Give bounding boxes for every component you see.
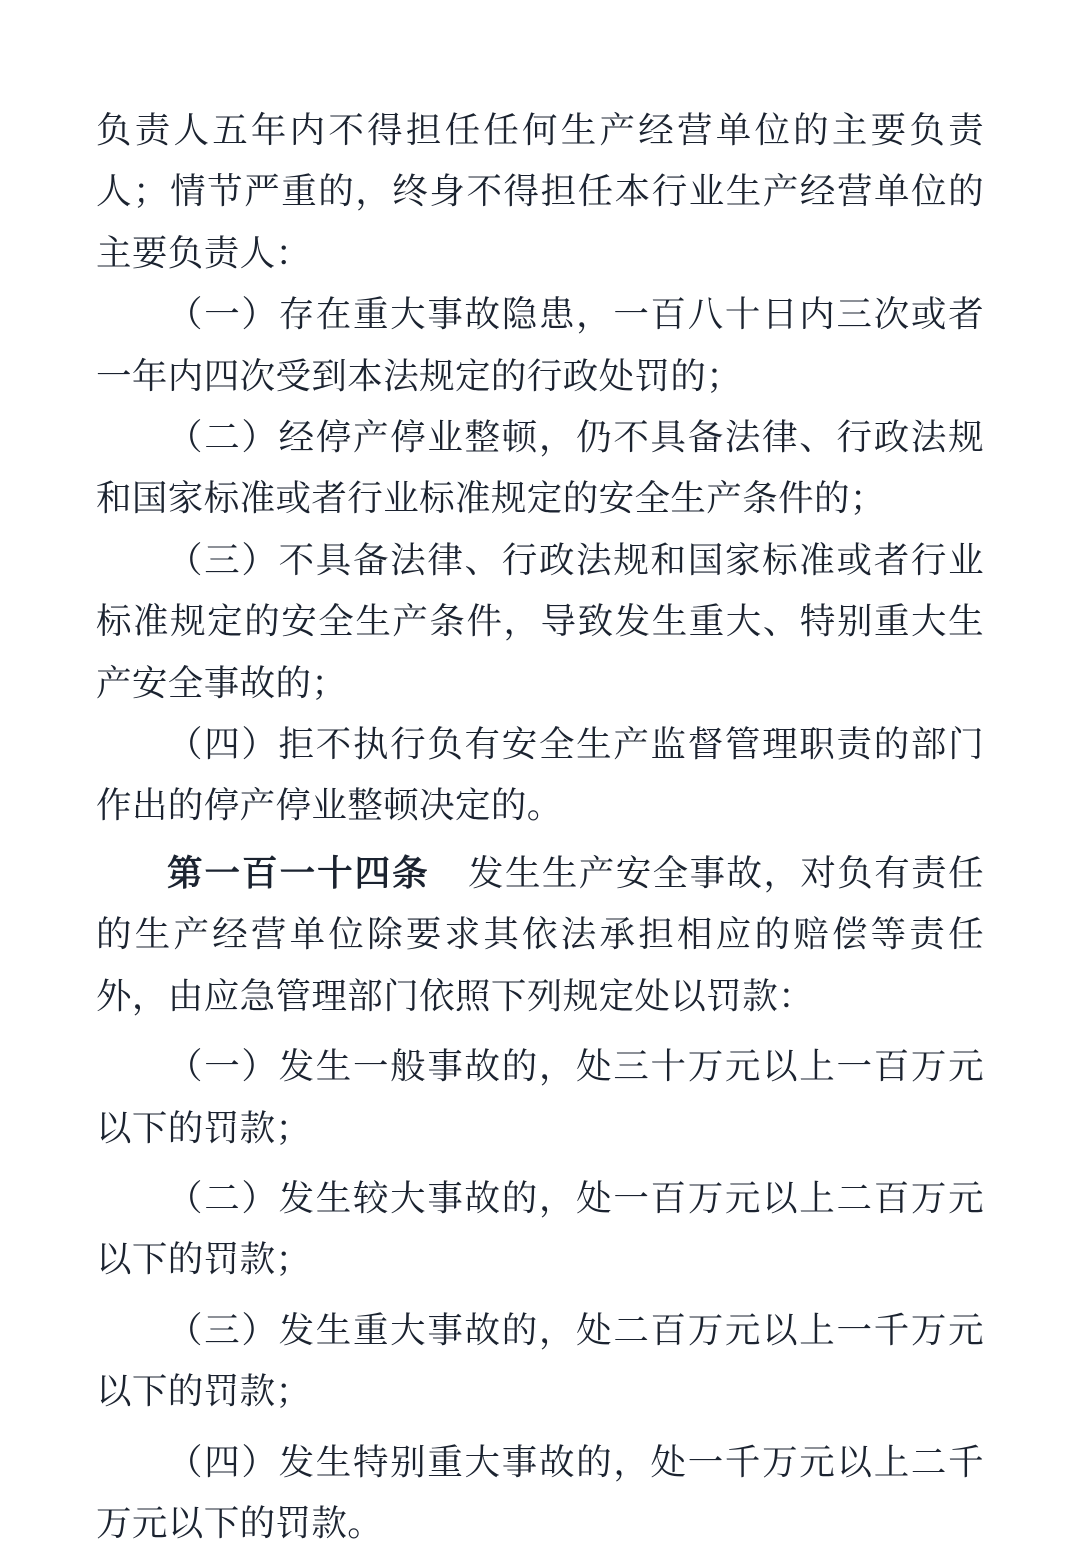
document-body (96, 100, 984, 1554)
list-item-4: （四）拒不执行负有安全生产监督管理职责的部门作出的停产停业整顿决定的。 (96, 724, 984, 826)
article-paragraph (96, 843, 984, 1027)
fine-item-1: （一）发生一般事故的，处三十万元以上一百万元以下的罚款； (96, 1046, 984, 1148)
fine-item-4: （四）发生特别重大事故的，处一千万元以上二千万元以下的罚款。 (96, 1441, 984, 1543)
list-item-3: （三）不具备法律、行政法规和国家标准或者行业标准规定的安全生产条件，导致发生重大、特别重大生产安全事故的； (96, 539, 984, 703)
fine-item-2: （二）发生较大事故的，处一百万元以上二百万元以下的罚款； (96, 1177, 984, 1280)
article-number-label: 第一百一十四条 (167, 852, 430, 893)
list-item-1: （一）存在重大事故隐患，一百八十日内三次或者一年内四次受到本法规定的行政处罚的； (96, 294, 984, 396)
article-text: 发生生产安全事故，对负有责任的生产经营单位除要求其依法承担相应的赔偿等责任外，由应急管理部门依照下列规定处以罚款： (96, 852, 984, 1016)
list-item-2: （二）经停产停业整顿，仍不具备法律、行政法规和国家标准或者行业标准规定的安全生产条件的； (96, 417, 984, 519)
fine-item-3: （三）发生重大事故的，处二百万元以上一千万元以下的罚款； (96, 1309, 984, 1412)
paragraph-continuation: 负责人五年内不得担任任何生产经营单位的主要负责人；情节严重的，终身不得担任本行业生产经营单位的主要负责人： (96, 110, 984, 273)
